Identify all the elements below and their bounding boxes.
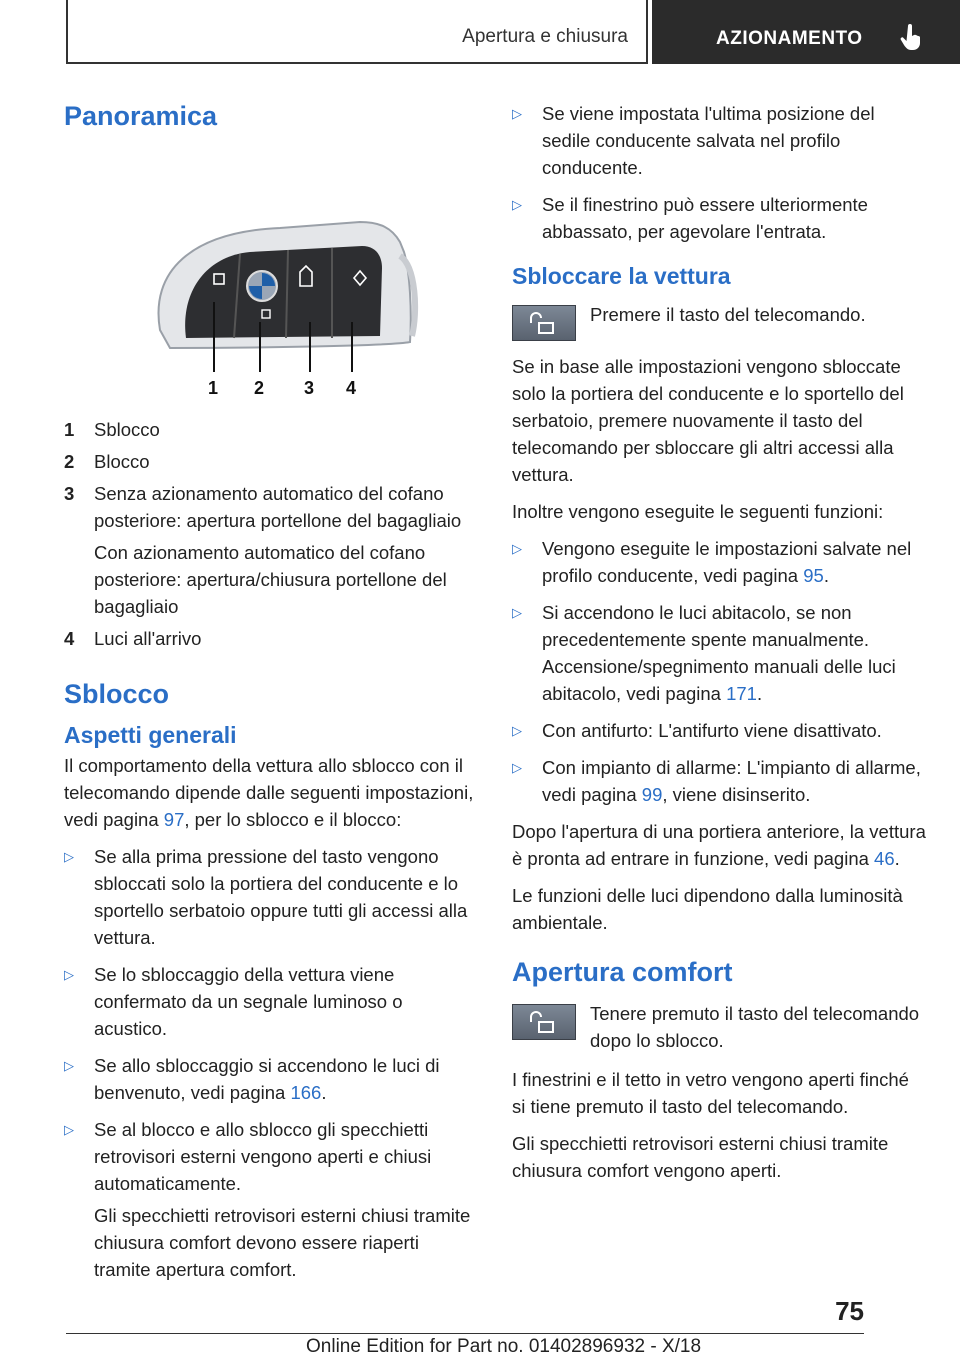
list-item-text-start: Se allo sbloccaggio si accendono le luci di benvenuto, vedi pagina xyxy=(94,1055,440,1103)
list-item xyxy=(64,1116,480,1283)
list-item-text: Se viene impostata l'ultima posizione del sedile conducente salvata nel profilo conducente. xyxy=(542,103,875,178)
settings-list xyxy=(64,843,480,1283)
list-item xyxy=(512,100,926,181)
comfort-paragraph-2: Gli specchietti retrovisori esterni chiusi tramite chiusura comfort vengono aperti. xyxy=(512,1133,889,1181)
unlock-button-icon xyxy=(512,305,576,341)
triangle-bullet-icon: ▷ xyxy=(512,723,522,738)
legend-subtext: Con azionamento automatico del cofano posteriore: apertura/chiusura portellone del bagagliaio xyxy=(94,542,447,617)
list-item-text: Con impianto di allarme: L'impianto di allarme, vedi pagina xyxy=(542,757,921,805)
figure-label-2: 2 xyxy=(254,378,265,398)
list-item-note: Gli specchietti retrovisori esterni chiusi tramite chiusura comfort devono essere riaperti tramite apertura comfort. xyxy=(94,1205,471,1280)
legend-number: 2 xyxy=(64,451,75,472)
triangle-bullet-icon: ▷ xyxy=(64,1122,74,1137)
subheading-sbloccare: Sbloccare la vettura xyxy=(512,263,731,289)
page-link-46[interactable]: 46 xyxy=(874,848,895,869)
page-link-95[interactable]: 95 xyxy=(803,565,824,586)
list-item xyxy=(512,599,926,707)
legend-number: 1 xyxy=(64,419,75,440)
figure-label-3: 3 xyxy=(304,378,315,398)
page-number: 75 xyxy=(835,1296,864,1326)
legend-text: Blocco xyxy=(94,451,150,472)
legend-number: 3 xyxy=(64,483,75,504)
settings-list-continued xyxy=(512,100,926,245)
triangle-bullet-icon: ▷ xyxy=(64,967,74,982)
triangle-bullet-icon: ▷ xyxy=(512,541,522,556)
hand-pointer-icon xyxy=(900,24,924,52)
functions-list xyxy=(512,535,926,808)
comfort-action-text: Tenere premuto il tasto del telecomando dopo lo sblocco. xyxy=(590,1003,920,1051)
legend-text: Sblocco xyxy=(94,419,160,440)
list-item-text: Se il finestrino può essere ulteriormente abbassato, per agevolare l'entrata. xyxy=(542,194,868,242)
chapter-title: AZIONAMENTO xyxy=(716,28,863,49)
list-item-text xyxy=(94,1052,480,1106)
intro-paragraph xyxy=(64,752,480,833)
legend-number: 4 xyxy=(64,628,75,649)
page-header xyxy=(66,0,960,66)
unlock-button-icon xyxy=(512,1004,576,1040)
section-heading-apertura-comfort: Apertura comfort xyxy=(512,957,733,987)
figure-label-4: 4 xyxy=(346,378,357,398)
figure-legend xyxy=(64,416,480,652)
list-item xyxy=(512,535,926,589)
section-title: Apertura e chiusura xyxy=(462,26,628,47)
left-column xyxy=(64,96,480,1293)
intro-text: Il comportamento della vettura allo sblocco con il telecomando dipende dalle seguenti impostazioni, vedi pagina xyxy=(64,755,474,830)
right-column xyxy=(512,100,926,1194)
legend-item xyxy=(64,480,480,620)
list-item xyxy=(64,1052,480,1106)
page-link-99[interactable]: 99 xyxy=(641,784,663,805)
page-link-166[interactable]: 166 xyxy=(290,1082,322,1103)
triangle-bullet-icon: ▷ xyxy=(512,605,522,620)
intro-text-end: , per lo sblocco e il blocco: xyxy=(184,809,402,830)
section-tab xyxy=(66,0,648,64)
section-heading-panoramica: Panoramica xyxy=(64,101,218,131)
list-item-text-end: , viene disinserito. xyxy=(662,784,811,805)
legend-text: Senza azionamento automatico del cofano posteriore: apertura portellone del bagagliaio xyxy=(94,483,462,531)
comfort-instruction xyxy=(512,1000,926,1054)
triangle-bullet-icon: ▷ xyxy=(64,1058,74,1073)
legend-item xyxy=(64,416,480,443)
figure-label-1: 1 xyxy=(208,378,219,398)
comfort-paragraph-1: I finestrini e il tetto in vetro vengono aperti finché si tiene premuto il tasto del telecomando. xyxy=(512,1069,909,1117)
triangle-bullet-icon: ▷ xyxy=(64,849,74,864)
list-item-text-end: . xyxy=(321,1082,327,1103)
legend-text: Luci all'arrivo xyxy=(94,628,202,649)
unlock-paragraph: Se in base alle impostazioni vengono sbloccate solo la portiera del conducente e lo sportello del serbatoio, premere nuovamente il tasto del telecomando per sbloccare gli altri accessi alla vettura. xyxy=(512,356,904,485)
list-item xyxy=(512,754,926,808)
key-fob-figure xyxy=(130,212,430,400)
list-item-text: Vengono eseguite le impostazioni salvate nel profilo conducente, vedi pagina xyxy=(542,538,912,586)
legend-item xyxy=(64,448,480,475)
functions-intro: Inoltre vengono eseguite le seguenti funzioni: xyxy=(512,501,884,522)
list-item-text: Con antifurto: L'antifurto viene disattivato. xyxy=(542,720,882,741)
list-item-text: Se al blocco e allo sblocco gli specchietti retrovisori esterni vengono aperti e chiusi automaticamente. xyxy=(94,1119,432,1194)
door-text-end: . xyxy=(894,848,900,869)
door-text: Dopo l'apertura di una portiera anteriore, la vettura è pronta ad entrare in funzione, vedi pagina xyxy=(512,821,926,869)
lights-paragraph: Le funzioni delle luci dipendono dalla luminosità ambientale. xyxy=(512,885,903,933)
page-link-97[interactable]: 97 xyxy=(163,809,185,830)
unlock-instruction xyxy=(512,301,926,341)
triangle-bullet-icon: ▷ xyxy=(512,197,522,212)
triangle-bullet-icon: ▷ xyxy=(512,106,522,121)
list-item-text: Se lo sbloccaggio della vettura viene confermato da un segnale luminoso o acustico. xyxy=(94,964,403,1039)
list-item xyxy=(512,717,926,744)
footer-divider xyxy=(66,1333,864,1334)
list-item-text: Si accendono le luci abitacolo, se non precedentemente spente manualmente. Accensione/spegnimento manuali delle luci abitacolo, vedi pagina xyxy=(542,602,896,704)
chapter-tab xyxy=(652,0,960,64)
door-paragraph xyxy=(512,818,926,872)
list-item xyxy=(512,191,926,245)
list-item xyxy=(64,843,480,951)
page-link-171[interactable]: 171 xyxy=(726,683,757,704)
list-item-text: Se alla prima pressione del tasto vengono sbloccati solo la portiera del conducente e lo sportello serbatoio oppure tutti gli accessi alla vettura. xyxy=(94,846,468,948)
legend-item xyxy=(64,625,480,652)
list-item xyxy=(64,961,480,1042)
list-item-text-end: . xyxy=(756,683,763,704)
edition-text: Online Edition for Part no. 01402896932 - X/18 xyxy=(306,1336,702,1357)
list-item-text-end: . xyxy=(823,565,829,586)
section-heading-sblocco: Sblocco xyxy=(64,679,170,709)
subheading-aspetti-generali: Aspetti generali xyxy=(64,722,237,748)
unlock-action-text: Premere il tasto del telecomando. xyxy=(590,304,866,325)
triangle-bullet-icon: ▷ xyxy=(512,760,522,775)
